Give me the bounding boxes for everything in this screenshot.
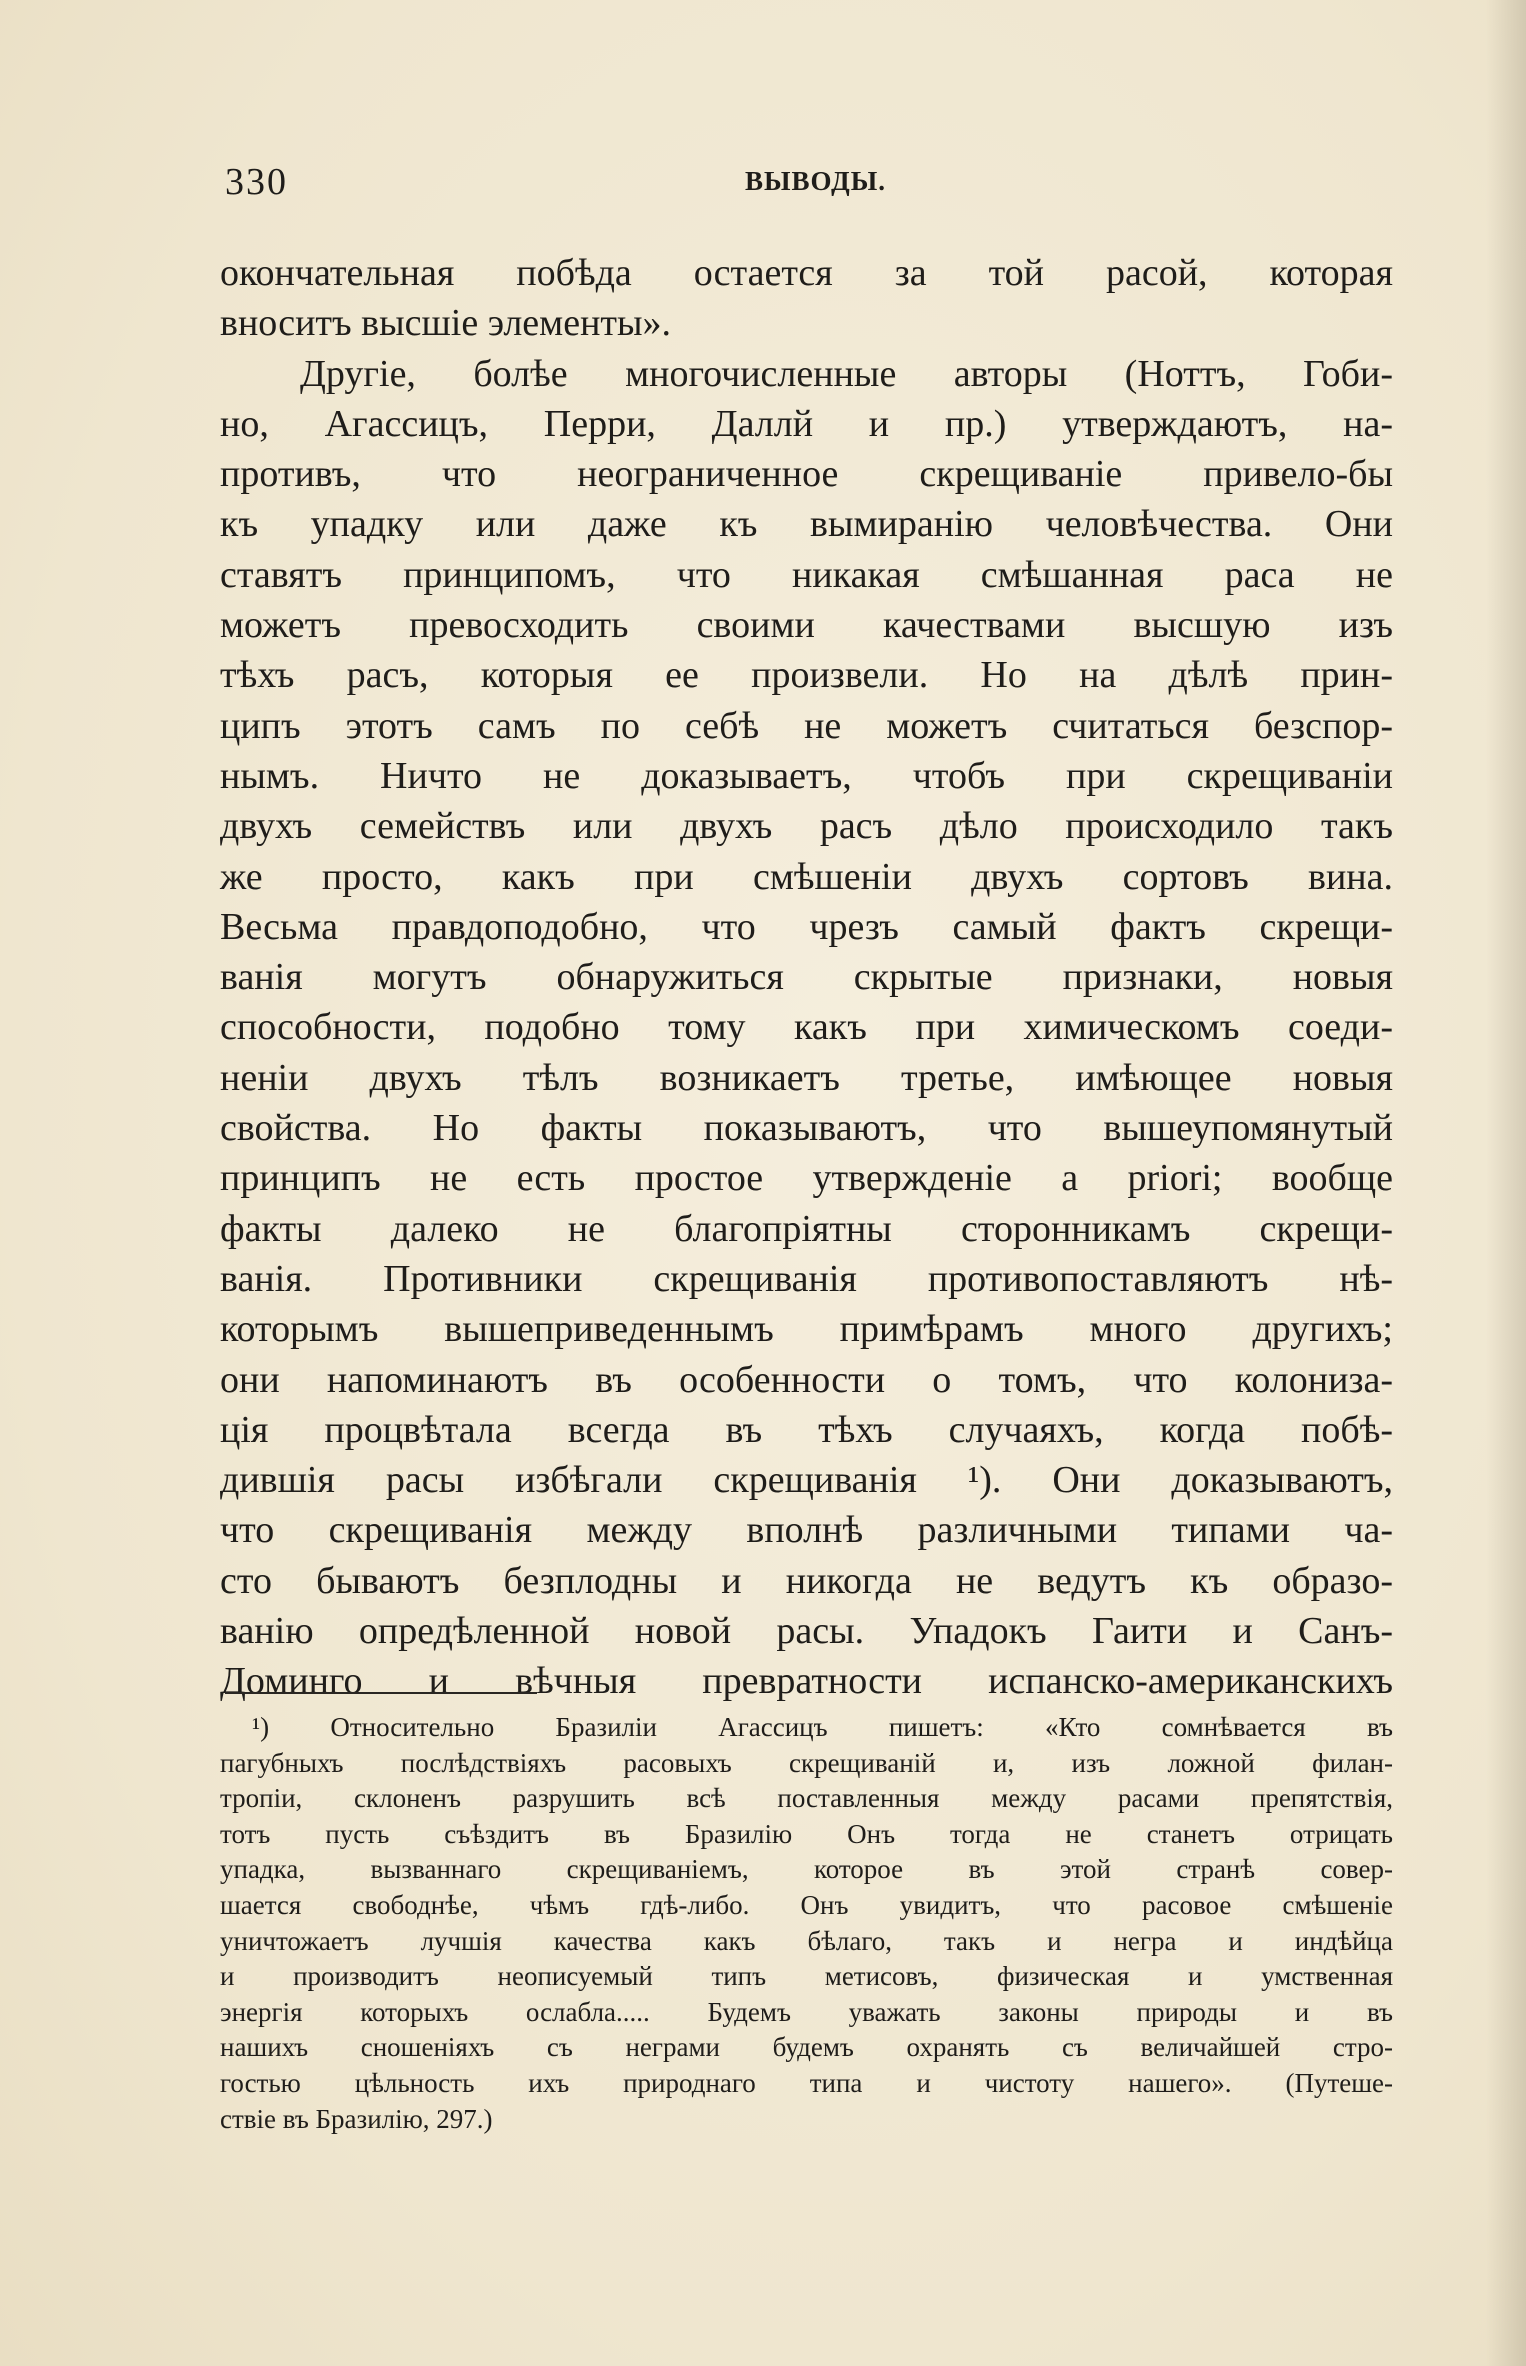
text-line: Доминго и вѣчныя превратности испанско-американскихъ bbox=[220, 1660, 1393, 1703]
footnote-line: энергія которыхъ ослабла..... Будемъ уважать законы природы и въ bbox=[220, 1996, 1393, 2027]
page-number: 330 bbox=[225, 161, 288, 203]
text-line: но, Агассицъ, Перри, Даллй и пр.) утверждаютъ, на- bbox=[220, 402, 1393, 445]
text-line: ція процвѣтала всегда въ тѣхъ случаяхъ, когда побѣ- bbox=[220, 1408, 1393, 1451]
footnote-line: уничтожаетъ лучшія качества какъ бѣлаго, такъ и негра и индѣйца bbox=[220, 1925, 1393, 1956]
text-line: нымъ. Ничто не доказываетъ, чтобъ при скрещиваніи bbox=[220, 754, 1393, 797]
text-line: ставятъ принципомъ, что никакая смѣшанная раса не bbox=[220, 553, 1393, 596]
text-line: тѣхъ расъ, которыя ее произвели. Но на дѣлѣ прин- bbox=[220, 654, 1393, 697]
text-line: къ упадку или даже къ вымиранію человѣчества. Они bbox=[220, 503, 1393, 546]
footnote bbox=[220, 1710, 1393, 2137]
text-line: способности, подобно тому какъ при химическомъ соеди- bbox=[220, 1006, 1393, 1049]
footnote-line: тропіи, склоненъ разрушить всѣ поставленныя между расами препятствія, bbox=[220, 1783, 1393, 1814]
footnote-line: упадка, вызваннаго скрещиваніемъ, которое въ этой странѣ совер- bbox=[220, 1854, 1393, 1885]
footnote-line: ¹) Относительно Бразиліи Агассицъ пишетъ: «Кто сомнѣвается въ bbox=[252, 1712, 1393, 1742]
text-line: двухъ семействъ или двухъ расъ дѣло происходило такъ bbox=[220, 805, 1393, 848]
text-line: Весьма правдоподобно, что чрезъ самый фактъ скрещи- bbox=[220, 905, 1393, 948]
footnote-line: нашихъ сношеніяхъ съ неграми будемъ охранять съ величайшей стро- bbox=[220, 2032, 1393, 2063]
page-header bbox=[225, 160, 1393, 210]
text-line: принципъ не есть простое утвержденіе a priori; вообще bbox=[220, 1157, 1393, 1200]
text-line: ванія могутъ обнаружиться скрытые признаки, новыя bbox=[220, 956, 1393, 999]
text-line: ванія. Противники скрещиванія противопоставляютъ нѣ- bbox=[220, 1257, 1393, 1300]
text-line: факты далеко не благопріятны сторонникамъ скрещи- bbox=[220, 1207, 1393, 1250]
text-line: противъ, что неограниченное скрещиваніе привело-бы bbox=[220, 453, 1393, 496]
footnote-line: шается свободнѣе, чѣмъ гдѣ-либо. Онъ увидитъ, что расовое смѣшеніе bbox=[220, 1889, 1393, 1920]
footnote-line: пагубныхъ послѣдствіяхъ расовыхъ скрещиваній и, изъ ложной филан- bbox=[220, 1747, 1393, 1778]
page-edge-shadow bbox=[1486, 0, 1526, 2366]
text-line: которымъ вышеприведеннымъ примѣрамъ много другихъ; bbox=[220, 1308, 1393, 1351]
footnote-line: ствіе въ Бразилію, 297.) bbox=[220, 2103, 493, 2134]
footnote-line: тотъ пусть съѣздитъ въ Бразилію Онъ тогда не станетъ отрицать bbox=[220, 1818, 1393, 1849]
text-line: окончательная побѣда остается за той расой, которая bbox=[220, 252, 1393, 294]
text-line: дившія расы избѣгали скрещиванія ¹). Они доказываютъ, bbox=[220, 1459, 1393, 1502]
text-line: ванію опредѣленной новой расы. Упадокъ Гаити и Санъ- bbox=[220, 1610, 1393, 1653]
footnote-divider bbox=[225, 1692, 537, 1694]
text-line: ципъ этотъ самъ по себѣ не можетъ считаться безспор- bbox=[220, 704, 1393, 747]
text-line: что скрещиванія между вполнѣ различными типами ча- bbox=[220, 1509, 1393, 1552]
text-line: же просто, какъ при смѣшеніи двухъ сортовъ вина. bbox=[220, 855, 1393, 898]
text-line: вноситъ высшіе элементы». bbox=[220, 302, 672, 345]
text-line: свойства. Но факты показываютъ, что вышеупомянутый bbox=[220, 1107, 1393, 1150]
text-line: Другіе, болѣе многочисленные авторы (Ноттъ, Гоби- bbox=[300, 352, 1393, 395]
text-line: неніи двухъ тѣлъ возникаетъ третье, имѣющее новыя bbox=[220, 1056, 1393, 1099]
footnote-line: и производитъ неописуемый типъ метисовъ, физическая и умственная bbox=[220, 1961, 1393, 1992]
text-line: сто бываютъ безплодны и никогда не ведутъ къ образо- bbox=[220, 1559, 1393, 1602]
footnote-line: гостью цѣльность ихъ природнаго типа и чистоту нашего». (Путеше- bbox=[220, 2067, 1393, 2098]
running-head: ВЫВОДЫ. bbox=[745, 166, 887, 196]
text-line: можетъ превосходить своими качествами высшую изъ bbox=[220, 604, 1393, 647]
main-text bbox=[220, 248, 1393, 1707]
text-line: они напоминаютъ въ особенности о томъ, что колониза- bbox=[220, 1358, 1393, 1401]
